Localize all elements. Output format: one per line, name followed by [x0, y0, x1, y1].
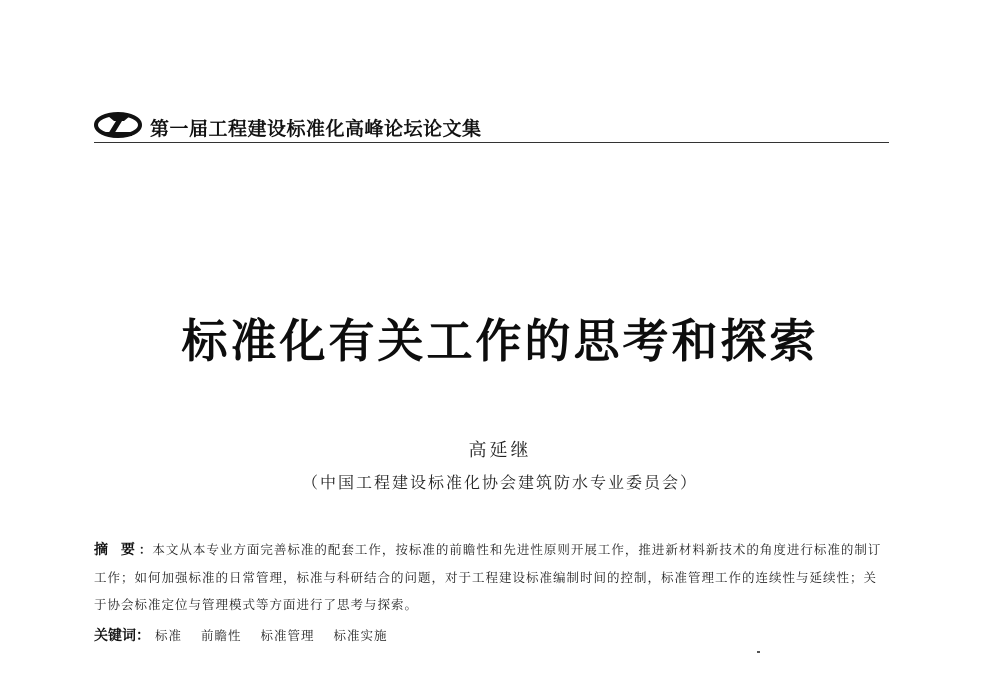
article-title: 标准化有关工作的思考和探索: [181, 314, 819, 368]
author-affiliation: （中国工程建设标准化协会建筑防水专业委员会）: [301, 473, 698, 492]
keywords-label: 关键词：: [94, 628, 150, 644]
keyword-item: 标准: [154, 628, 182, 643]
abstract-text: 本文从本专业方面完善标准的配套工作，按标准的前瞻性和先进性原则开展工作，推进新材料新技术的角度进行标准的制订工作；如何加强标准的日常管理，标准与科研结合的问题，对于工程建设标准编制时间的控制，标准管理工作的连续性与延续性；关于协会标准定位与管理模式等方面进行了思考与探索。: [94, 542, 882, 612]
forum-logo-icon: [94, 110, 144, 140]
abstract-colon: ：: [138, 542, 153, 557]
scan-speck: [757, 651, 760, 653]
abstract-label: 摘 要: [94, 542, 139, 558]
keyword-item: 标准实施: [333, 628, 388, 643]
author-name: 高延继: [468, 440, 532, 461]
header-divider: [94, 142, 889, 143]
series-title: 第一届工程建设标准化高峰论坛论文集: [150, 118, 482, 140]
keyword-item: 前瞻性: [200, 628, 242, 643]
page-header: [94, 110, 889, 144]
keyword-item: 标准管理: [260, 628, 315, 643]
abstract-paragraph: [94, 536, 890, 618]
keywords-line: [94, 625, 890, 645]
